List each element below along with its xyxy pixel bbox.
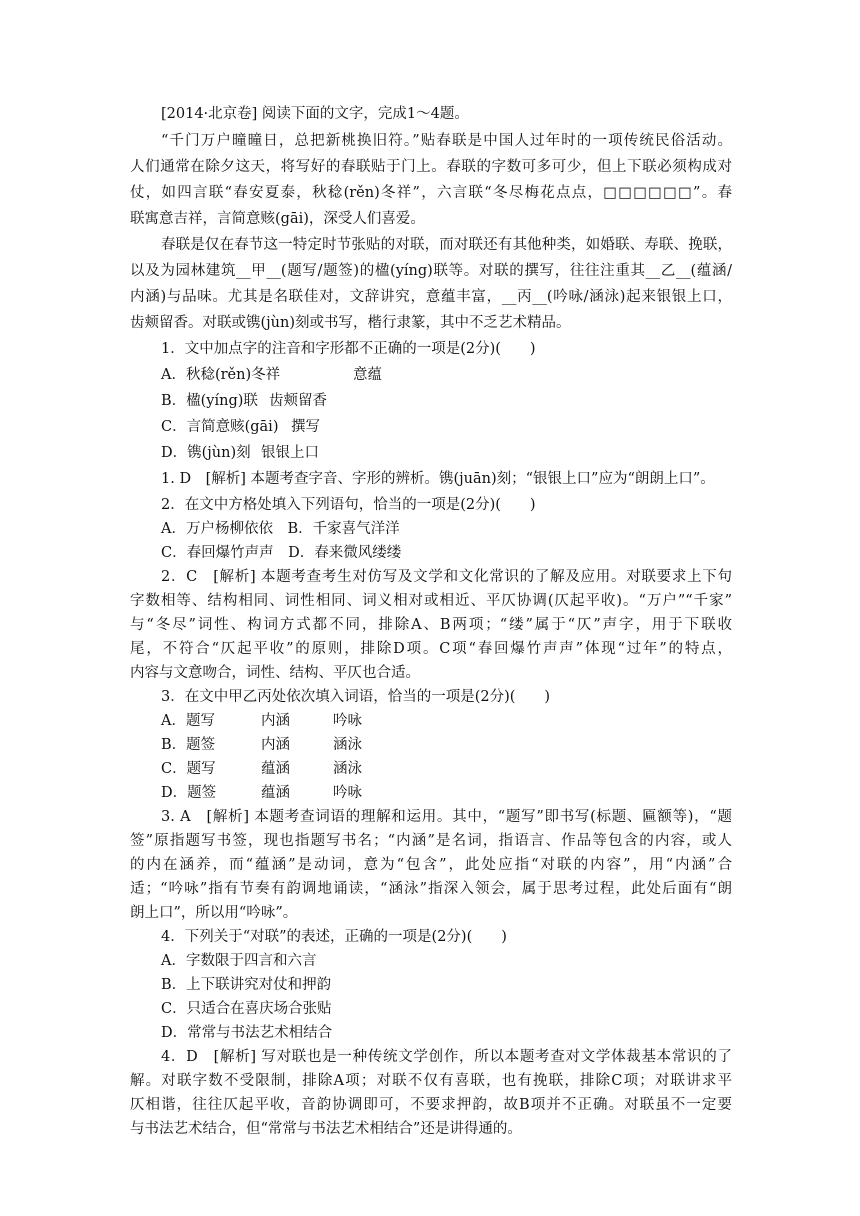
- passage-p2-line: 内涵)与品味。尤其是名联佳对，文辞讲究，意蕴丰富，__丙__(吟咏/涵泳)起来银银上口，: [130, 289, 732, 305]
- q1-option: [161, 443, 319, 463]
- q4-analysis-line: 仄相谐，往往仄起平收，音韵协调即可，不要求押韵，故B项并不正确。对联虽不一定要: [130, 1097, 732, 1113]
- passage-p2-line: 齿颊留香。对联或镌(jùn)刻或书写，楷行隶篆，其中不乏艺术精品。: [130, 315, 571, 331]
- q4-analysis-line: 与书法艺术结合，但“常常与书法艺术相结合”还是讲得通的。: [130, 1121, 522, 1137]
- q3-option-col1: B．题签: [161, 737, 216, 753]
- q1-option: [161, 391, 327, 411]
- q1-option: [161, 365, 382, 385]
- q4-option: D．常常与书法艺术相结合: [161, 1025, 333, 1041]
- q3-option: [161, 759, 362, 779]
- q1-option-a: A．秋稔(rěn)冬祥: [161, 367, 281, 383]
- q4-stem: 4．下列关于“对联”的表述，正确的一项是(2分)( ): [161, 929, 507, 945]
- q4-option: A．字数限于四言和六言: [161, 953, 317, 969]
- passage-p1-line: 仗，如四言联“春安夏泰，秋稔(rěn)冬祥”，六言联“冬尽梅花点点，□□□□□□”。春: [130, 185, 732, 201]
- q1-option: [161, 417, 320, 437]
- q1-option-b: 齿颊留香: [269, 393, 327, 409]
- q3-option-col1: D．题签: [161, 785, 217, 801]
- q4-analysis-line: 解。对联字数不受限制，排除A项；对联不仅有喜联，也有挽联，排除C项；对联讲求平: [130, 1073, 732, 1089]
- passage-intro: [2014·北京卷] 阅读下面的文字，完成1～4题。: [161, 106, 469, 122]
- q1-stem: 1．文中加点字的注音和字形都不正确的一项是(2分)( ): [161, 341, 536, 357]
- q3-analysis-line: 适；“吟咏”指有节奏有韵调地诵读，“涵泳”指深入领会，属于思考过程，此处后面有“朗: [130, 881, 732, 897]
- q2-analysis-line: 内容与文意吻合，词性、结构、平仄也合适。: [130, 665, 420, 681]
- q2-options-line: A．万户杨柳依依 B．千家喜气洋洋: [161, 521, 400, 537]
- passage-p1-line: 人们通常在除夕这天，将写好的春联贴于门上。春联的字数可多可少，但上下联必须构成对: [130, 159, 732, 175]
- passage-p1-line: 联寓意吉祥，言简意赅(gāi)，深受人们喜爱。: [130, 211, 425, 227]
- q2-analysis-line: 2．C [解析] 本题考查考生对仿写及文学和文化常识的了解及应用。对联要求上下句: [161, 569, 732, 585]
- q1-option-a: C．言简意赅(gāi): [161, 419, 279, 435]
- q3-option-col1: A．题写: [161, 713, 215, 729]
- q3-option: [161, 711, 362, 731]
- q3-analysis-line: 的内在涵养，而“蕴涵”是动词，意为“包含”，此处应指“对联的内容”，用“内涵”合: [130, 857, 732, 873]
- passage-p2-line: 以及为园林建筑__甲__(题写/题签)的楹(yíng)联等。对联的撰写，往往注重其__乙__(蕴涵/: [130, 263, 732, 279]
- q3-option-col2: 内涵: [261, 713, 290, 729]
- q3-option-col2: 蕴涵: [261, 761, 290, 777]
- q4-option: B．上下联讲究对仗和押韵: [161, 977, 332, 993]
- q1-option-a: D．镌(jùn)刻: [161, 445, 251, 461]
- q2-stem: 2．在文中方格处填入下列语句，恰当的一项是(2分)( ): [161, 497, 536, 513]
- q4-analysis-line: 4．D [解析] 写对联也是一种传统文学创作，所以本题考查对文学体裁基本常识的了: [161, 1049, 732, 1065]
- q1-option-b: 撰写: [291, 419, 320, 435]
- q2-options-line: C．春回爆竹声声 D．春来微风缕缕: [161, 545, 402, 561]
- q3-analysis-line: 签”原指题写书签，现也指题写书名；“内涵”是名词，指语言、作品等包含的内容，或人: [130, 833, 732, 849]
- q3-option: [161, 735, 362, 755]
- q2-analysis-line: 尾，不符合“仄起平收”的原则，排除D项。C项“春回爆竹声声”体现“过年”的特点，: [130, 641, 732, 657]
- q3-option-col3: 涵泳: [333, 737, 362, 753]
- q3-option-col3: 吟咏: [333, 785, 362, 801]
- q2-analysis-line: 与“冬尽”词性、构词方式都不同，排除A、B两项；“缕”属于“仄”声字，用于下联收: [130, 617, 732, 633]
- q3-analysis-line: 3. A [解析] 本题考查词语的理解和运用。其中，“题写”即书写(标题、匾额等)，“题: [161, 809, 732, 825]
- q1-option-b: 银银上口: [261, 445, 319, 461]
- q1-option-b: 意蕴: [353, 367, 382, 383]
- passage-p1-line: “千门万户曈曈日，总把新桃换旧符。”贴春联是中国人过年时的一项传统民俗活动。: [161, 133, 732, 149]
- q3-option-col1: C．题写: [161, 761, 216, 777]
- passage-p2-line: 春联是仅在春节这一特定时节张贴的对联，而对联还有其他种类，如婚联、寿联、挽联，: [161, 237, 732, 253]
- q3-stem: 3．在文中甲乙丙处依次填入词语，恰当的一项是(2分)( ): [161, 689, 551, 705]
- q2-analysis-line: 字数相等、结构相同、词性相同、词义相对或相近、平仄协调(仄起平收)。“万户”“千家”: [130, 593, 732, 609]
- q3-option-col2: 蕴涵: [261, 785, 290, 801]
- q3-analysis-line: 朗上口”，所以用“吟咏”。: [130, 905, 298, 921]
- q1-answer: 1. D [解析] 本题考查字音、字形的辨析。镌(juān)刻；“银银上口”应为“朗朗上口”。: [161, 471, 715, 487]
- q4-option: C．只适合在喜庆场合张贴: [161, 1001, 332, 1017]
- q3-option: [161, 783, 362, 803]
- q3-option-col3: 吟咏: [333, 713, 362, 729]
- q3-option-col3: 涵泳: [333, 761, 362, 777]
- q3-option-col2: 内涵: [261, 737, 290, 753]
- q1-option-a: B．楹(yíng)联: [161, 393, 258, 409]
